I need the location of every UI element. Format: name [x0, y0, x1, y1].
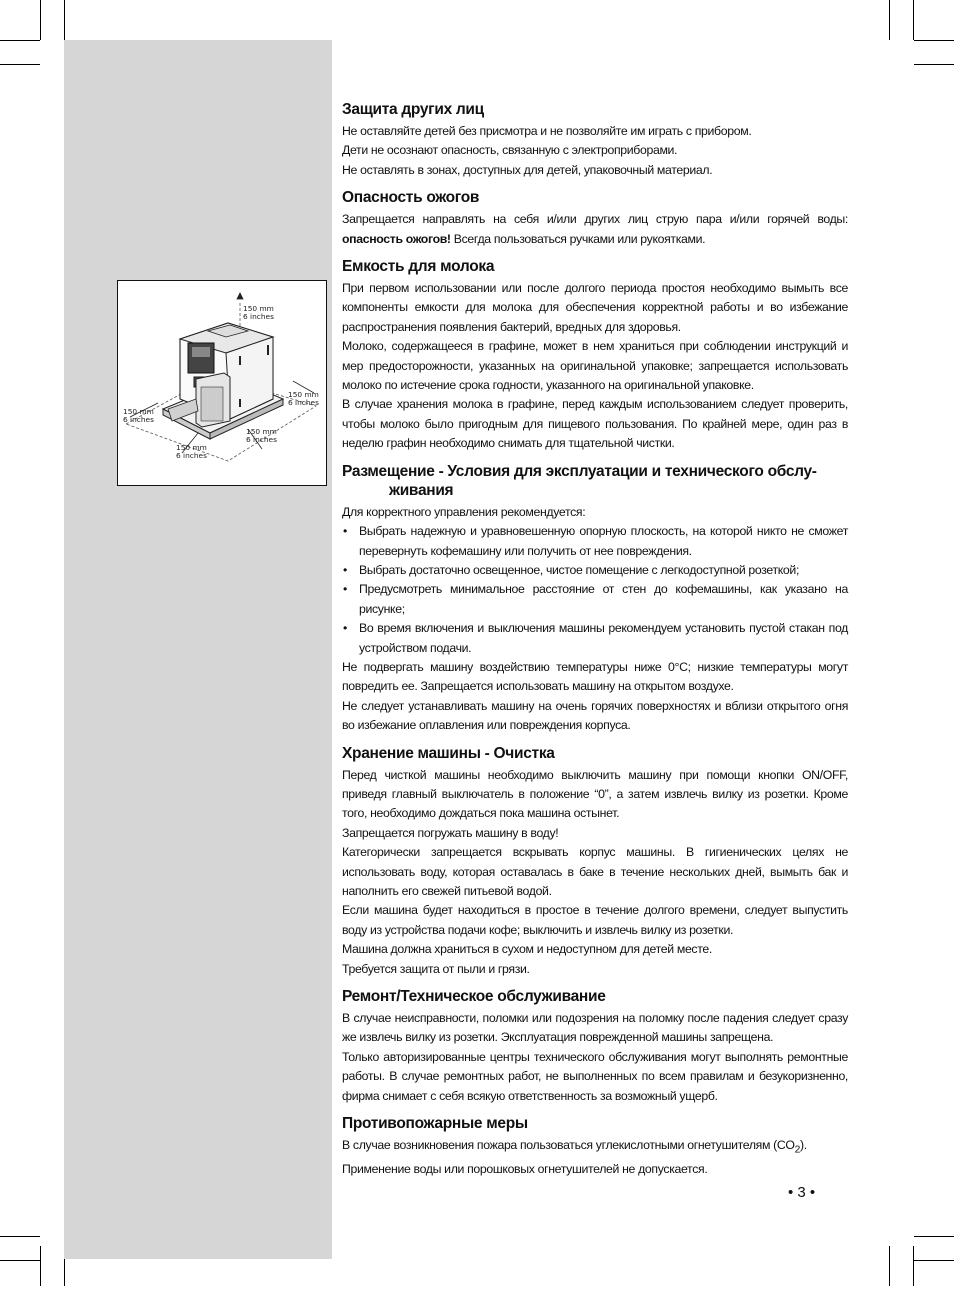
section-milk-container: [342, 257, 848, 454]
label-right-mm: 150 mm: [288, 390, 319, 399]
crop-mark: [40, 1246, 41, 1286]
list-item: • Во время включения и выключения машины рекомендуем установить пустой стакан под устройством подачи.: [342, 619, 848, 658]
section-title: Хранение машины - Очистка: [342, 744, 555, 762]
paragraph: Только авторизированные центры технического обслуживания могут выполнять ремонтные работы. В случае ремонтных работ, не выполненных по всем правилам и безукоризненно, фирма снимает с себя всякую ответственность за возможный ущерб.: [342, 1049, 848, 1103]
crop-mark: [0, 64, 40, 65]
section-fire-safety: [342, 1114, 848, 1179]
clearance-diagram: [118, 281, 325, 484]
section-repair: [342, 987, 848, 1106]
machine-clearance-figure: [117, 280, 327, 486]
arrow-up: [237, 293, 243, 299]
paragraph: Категорически запрещается вскрывать корпус машины. В гигиенических целях не использовать воду, которая оставалась в баке в течение нескольких дней, вымыть бак и наполнить его свежей питьевой водой.: [342, 845, 848, 898]
list-item: • Выбрать достаточно освещенное, чистое помещение с легкодоступной розеткой;: [342, 561, 848, 580]
section-title: Ремонт/Техническое обслуживание: [342, 988, 606, 1006]
crop-mark: [0, 40, 40, 41]
label-bottom-in: 6 inches: [176, 451, 207, 460]
section-title: Опасность ожогов: [342, 189, 480, 207]
milk-carafe-window: [201, 387, 223, 421]
crop-mark: [64, 0, 65, 40]
crop-mark: [889, 1246, 890, 1286]
gray-sidebar: [64, 40, 332, 1259]
label-bottom-mm: 150 mm: [176, 443, 207, 452]
page-number: • 3 •: [788, 1184, 816, 1201]
paragraph: Требуется защита от пыли и грязи.: [342, 961, 530, 976]
paragraph: Не оставлять в зонах, доступных для детей, упаковочный материал.: [342, 162, 713, 177]
text-part: ).: [800, 1138, 807, 1153]
recommendation-list: [342, 522, 848, 658]
crop-mark: [914, 64, 954, 65]
subscript: 2: [794, 1144, 800, 1156]
paragraph: Применение воды или порошковых огнетушителей не допускается.: [342, 1161, 708, 1176]
paragraph: Для корректного управления рекомендуется:: [342, 504, 586, 519]
display: [192, 347, 210, 357]
crop-mark: [914, 40, 954, 41]
paragraph: Если машина будет находиться в простое в течение долгого времени, следует выпустить воду из устройства подачи кофе; выключить и извлечь вилку из розетки.: [342, 903, 848, 937]
crop-mark: [0, 1236, 40, 1237]
title-line: живания: [389, 481, 454, 499]
paragraph: В случае неисправности, поломки или подозрения на поломку после падения следует сразу же извлечь вилку из розетки. Эксплуатация поврежденной машины запрещена.: [342, 1011, 848, 1045]
label-front-in: 6 inches: [246, 435, 277, 444]
paragraph: Молоко, содержащееся в графине, может в нем храниться при соблюдении инструкций и мер предосторожности, указанных на оригинальной упаковке; запрещается использовать молоко по истечение срока годности, указанного на оригинальной упаковке.: [342, 339, 848, 393]
label-top-mm: 150 mm: [243, 304, 274, 313]
text-part: В случае возникновения пожара пользоваться углекислотными огнетушителям (CO: [342, 1138, 795, 1153]
label-right-in: 6 inches: [288, 398, 319, 407]
crop-mark: [40, 0, 41, 40]
list-item: • Выбрать надежную и уравновешенную опорную плоскость, на которой никто не сможет перевернуть кофемашину или получить от нее повреждения.: [342, 522, 848, 561]
crop-mark: [914, 1260, 954, 1261]
crop-mark: [914, 1236, 954, 1237]
paragraph: При первом использовании или после долгого периода простоя необходимо вымыть все компоненты емкости для молока для обеспечения корректной работы и во избежание распространения появления бактерий, вредных для здоровья.: [342, 281, 848, 334]
paragraph: Дети не осознают опасность, связанную с электроприборами.: [342, 143, 678, 158]
text-part: Всегда пользоваться ручками или рукоятками.: [450, 231, 706, 246]
paragraph: Не подвергать машину воздействию температуры ниже 0°C; низкие температуры могут повредить ее. Запрещается использовать машину на открытом воздухе.: [342, 659, 848, 694]
list-item: • Предусмотреть минимальное расстояние от стен до кофемашины, как указано на рисунке;: [342, 580, 848, 619]
label-top-in: 6 inches: [243, 312, 274, 321]
paragraph: В случае хранения молока в графине, перед каждым использованием следует проверить, чтобы молоко было пригодным для пищевого пользования. По крайней мере, один раз в неделю графин необходимо снимать для тщательной чистки.: [342, 397, 848, 451]
paragraph: Запрещается погружать машину в воду!: [342, 825, 559, 840]
paragraph: Не оставляйте детей без присмотра и не позволяйте им играть с прибором.: [342, 124, 752, 138]
paragraph: [342, 1136, 848, 1160]
crop-mark: [913, 0, 914, 40]
warning-text: опасность ожогов!: [342, 231, 451, 246]
section-title: Емкость для молока: [342, 258, 495, 276]
section-burn-danger: [342, 188, 848, 249]
main-content: [342, 100, 848, 1187]
section-placement: [342, 462, 848, 736]
section-title: [342, 462, 848, 500]
crop-mark: [0, 1260, 40, 1261]
paragraph: [342, 210, 848, 249]
label-left-in: 6 inches: [123, 415, 154, 424]
paragraph: Машина должна храниться в сухом и недоступном для детей месте.: [342, 942, 712, 957]
section-storage-cleaning: [342, 744, 848, 979]
text-part: Запрещается направлять на себя и/или других лиц струю пара и/или горячей воды:: [342, 212, 848, 227]
section-title: Противопожарные меры: [342, 1115, 528, 1133]
section-title: Защита других лиц: [342, 101, 484, 118]
paragraph: Перед чисткой машины необходимо выключить машину при помощи кнопки ON/OFF, приведя главный выключатель в положение “0”, а затем извлечь вилку из розетки. Кроме того, необходимо дождаться пока машина остынет.: [342, 767, 848, 821]
label-left-mm: 150 mm: [123, 407, 154, 416]
section-protection-of-others: [342, 100, 848, 180]
label-front-mm: 150 mm: [246, 427, 277, 436]
crop-mark: [889, 0, 890, 40]
title-line: Размещение - Условия для эксплуатации и технического обслу-: [342, 462, 817, 480]
crop-mark: [913, 1246, 914, 1286]
paragraph: Не следует устанавливать машину на очень горячих поверхностях и вблизи открытого огня во избежание оплавления или повреждения корпуса.: [342, 698, 848, 733]
